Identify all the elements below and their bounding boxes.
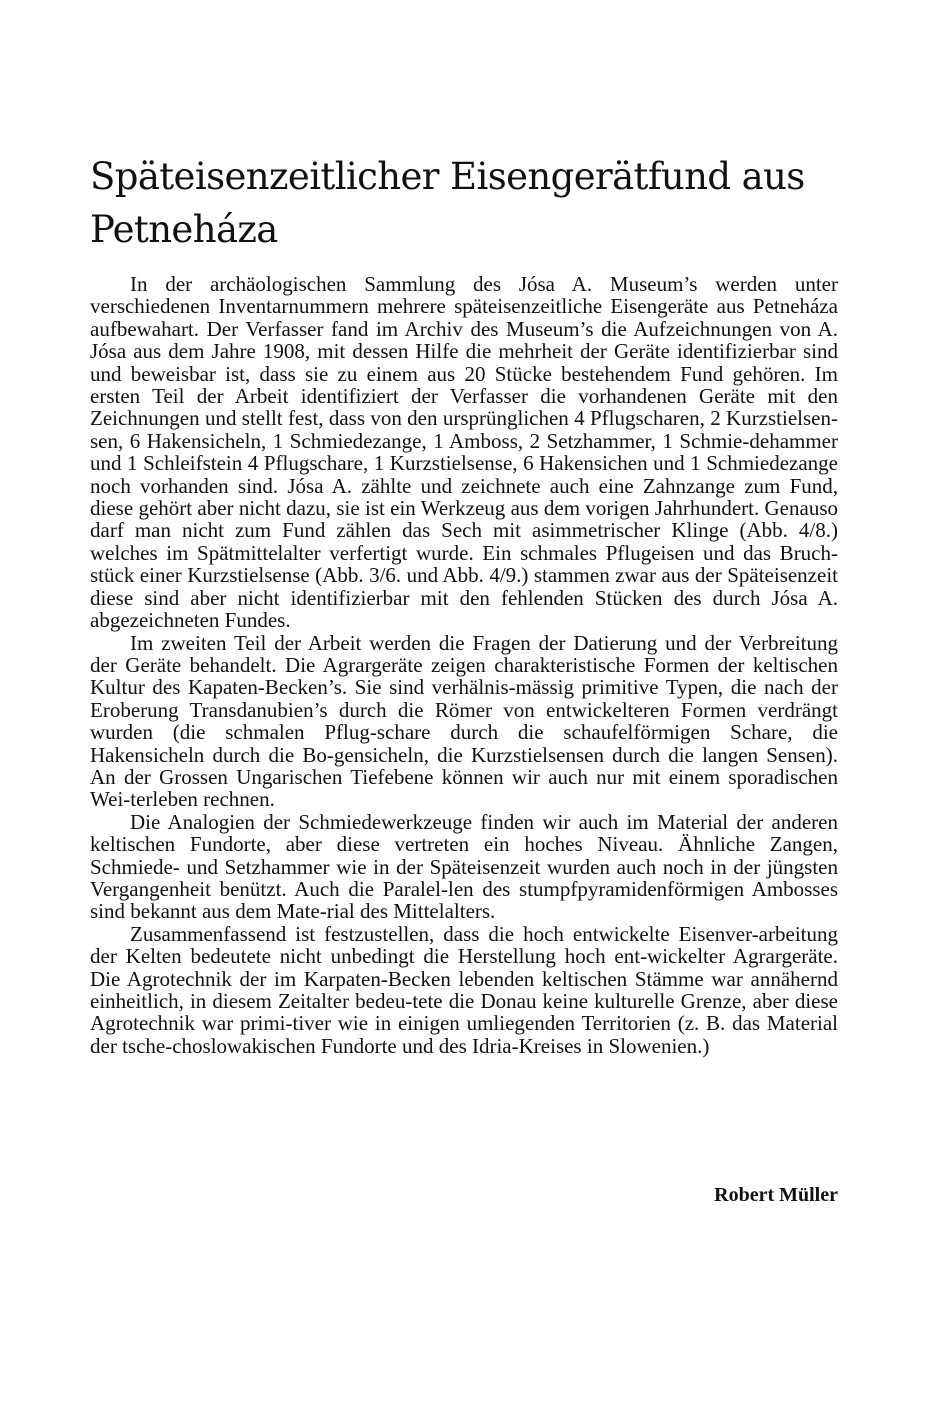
article-title: Späteisenzeitlicher Eisengerätfund aus Petneháza: [90, 155, 805, 251]
paragraph-analogies: Die Analogien der Schmiedewerkzeuge finden wir auch im Material der anderen keltischen Fundorte, aber diese vertreten ein hoches Niveau. Ähnliche Zangen, Schmiede- und Setzhammer wie in der Späteisenzeit wurden auch noch in der jüngsten Vergangenheit benützt. Auch die Paralel-len des stumpfpyramidenförmigen Ambosses sind bekannt aus dem Mate-rial des Mittelalters.: [90, 809, 838, 924]
paragraph-inventory: In der archäologischen Sammlung des Jósa A. Museum’s werden unter verschiedenen Inventarnummern mehrere späteisenzeitliche Eisengeräte aus Petneháza aufbewahart. Der Verfasser fand im Archiv des Museum’s die Aufzeichnungen von A. Jósa aus dem Jahre 1908, mit dessen Hilfe die mehrheit der Geräte identifizierbar sind und beweisbar ist, dass sie zu einem aus 20 Stücke bestehendem Fund gehören. Im ersten Teil der Arbeit identifiziert der Verfasser die vorhandenen Geräte mit den Zeichnungen und stellt fest, dass von den ursprünglichen 4 Pflugscharen, 2 Kurzstielsen-sen, 6 Hakensicheln, 1 Schmiedezange, 1 Amboss, 2 Setzhammer, 1 Schmie-dehammer und 1 Schleifstein 4 Pflugschare, 1 Kurzstielsense, 6 Hakensichen und 1 Schmiedezange noch vorhanden sind. Jósa A. zählte und zeichnete auch eine Zahnzange zum Fund, diese gehört aber nicht dazu, sie ist ein Werkzeug aus dem vorigen Jahrhundert. Genauso darf man nicht zum Fund zählen das Sech mit asimmetrischer Klinge (Abb. 4/8.) welches im Spätmittelalter verfertigt wurde. Ein schmales Pflugeisen und das Bruch-stück einer Kurzstielsense (Abb. 3/6. und Abb. 4/9.) stammen zwar aus der Späteisenzeit diese sind aber nicht identifizierbar mit den fehlenden Stücken des durch Jósa A. abgezeichneten Fundes.: [90, 272, 838, 633]
article-body: [90, 273, 838, 1057]
paragraph-summary: Zusammenfassend ist festzustellen, dass die hoch entwickelte Eisenver-arbeitung der Kelten bedeutete nicht unbedingt die Herstellung hoch ent-wickelter Agrargeräte. Die Agrotechnik der im Karpaten-Becken lebenden keltischen Stämme war annähernd einheitlich, in diesem Zeitalter bedeu-tete die Donau keine kulturelle Grenze, aber diese Agrotechnik war primi-tiver wie in einigen umliegenden Territorien (z. B. das Material der tsche-choslowakischen Fundorte und des Idria-Kreises in Slowenien.): [90, 921, 838, 1058]
author-name: Robert Müller: [714, 1184, 838, 1206]
paragraph-dating: Im zweiten Teil der Arbeit werden die Fragen der Datierung und der Verbreitung der Geräte behandelt. Die Agrargeräte zeigen charakteristische Formen der keltischen Kultur des Kapaten-Becken’s. Sie sind verhälnis-mässig primitive Typen, die nach der Eroberung Transdanubien’s durch die Römer von entwickelteren Formen verdrängt wurden (die schmalen Pflug-schare durch die schaufelförmigen Schare, die Hakensicheln durch die Bo-gensicheln, die Kurzstielsensen durch die langen Sensen). An der Grossen Ungarischen Tiefebene können wir auch nur mit einem sporadischen Wei-terleben rechnen.: [90, 630, 838, 812]
